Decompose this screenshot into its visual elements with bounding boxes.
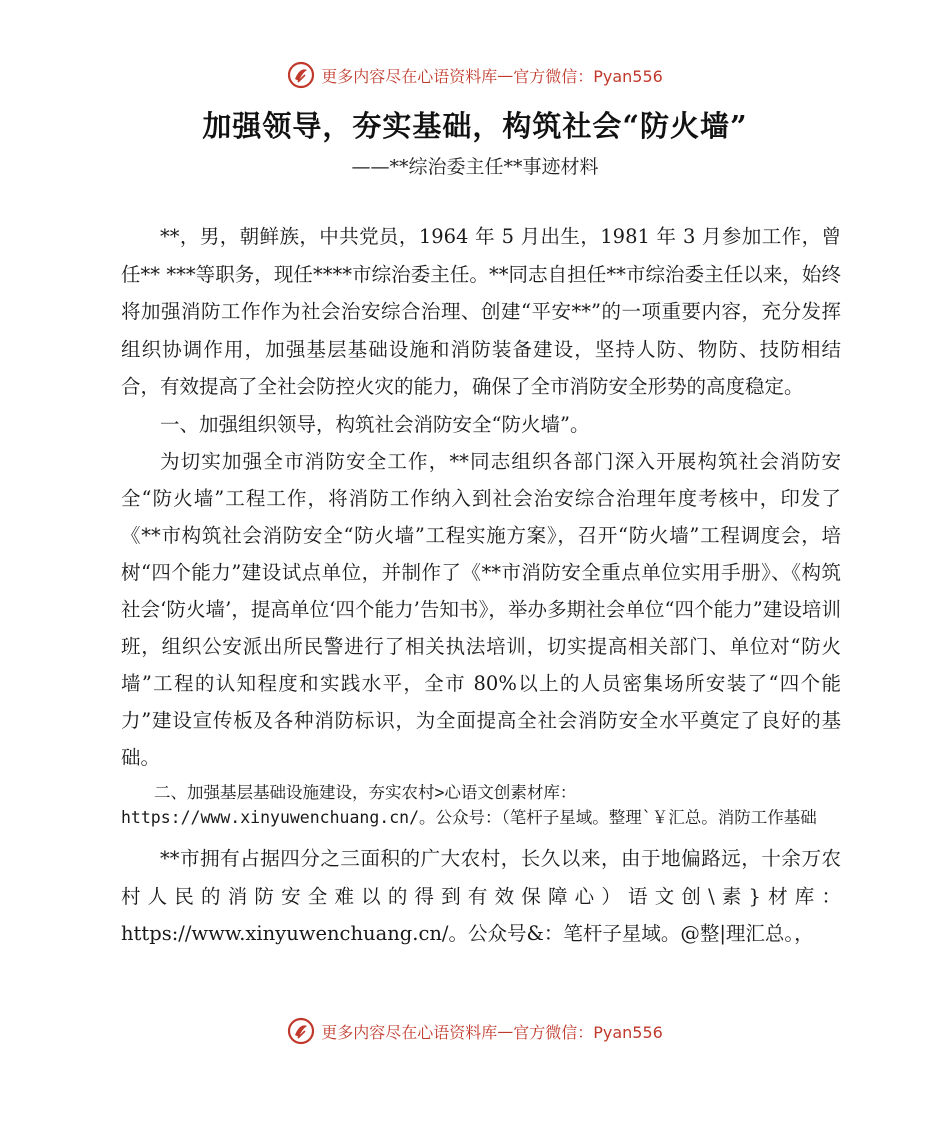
paragraph-intro: **，男，朝鲜族，中共党员，1964 年 5 月出生，1981 年 3 月参加工作，曾任** ***等职务，现任****市综治委主任。**同志自担任**市综治委主任以来，始终将加强消防工作作为社会治安综合治理、创建“平安**”的一项重要内容，充分发挥组织协调作用，加强基层基础设施和消防装备建设，坚持人防、物防、技防相结合，有效提高了全社会防控火灾的能力，确保了全市消防安全形势的高度稳定。 bbox=[121, 225, 841, 398]
section-heading-2: 二、加强基层基础设施建设，夯实农村>心语文创素材库：https://www.xinyuwenchuang.cn/。公众号：（笔杆子星域。整理`￥汇总。消防工作基础 bbox=[121, 783, 817, 827]
paragraph-section-2: **市拥有占据四分之三面积的广大农村，长久以来，由于地偏路远，十余万农村人民的消防安全难以的得到有效保障心）语文创\素}材库：https://www.xinyuwenchuang.cn/。公众号&：笔杆子星域。@整|理汇总。， bbox=[121, 847, 841, 945]
section-heading-1: 一、加强组织领导，构筑社会消防安全“防火墙”。 bbox=[160, 412, 590, 436]
banner-sub-text: 官方微信：Pyan556 bbox=[513, 66, 663, 86]
brand-logo-icon bbox=[287, 1017, 315, 1045]
brand-logo-icon bbox=[287, 61, 315, 89]
banner-separator: — bbox=[497, 65, 514, 85]
document-subtitle: ——**综治委主任**事迹材料 bbox=[351, 156, 599, 178]
banner-separator: — bbox=[497, 1021, 514, 1041]
banner-sub-text: 官方微信：Pyan556 bbox=[513, 1022, 663, 1042]
banner-main-text: 更多内容尽在心语资料库 bbox=[321, 1022, 498, 1042]
footer-watermark-banner bbox=[0, 1014, 950, 1048]
header-watermark-banner bbox=[0, 58, 950, 92]
document-body bbox=[121, 218, 841, 953]
banner-main-text: 更多内容尽在心语资料库 bbox=[321, 66, 498, 86]
paragraph-section-1: 为切实加强全市消防安全工作，**同志组织各部门深入开展构筑社会消防安全“防火墙”工程工作，将消防工作纳入到社会治安综合治理年度考核中，印发了《**市构筑社会消防安全“防火墙”工程实施方案》，召开“防火墙”工程调度会，培树“四个能力”建设试点单位，并制作了《**市消防安全重点单位实用手册》、《构筑社会‘防火墙’，提高单位‘四个能力’告知书》，举办多期社会单位“四个能力”建设培训班，组织公安派出所民警进行了相关执法培训，切实提高相关部门、单位对“防火墙”工程的认知程度和实践水平，全市 80%以上的人员密集场所安装了“四个能力”建设宣传板及各种消防标识，为全面提高全社会消防安全水平奠定了良好的基础。 bbox=[121, 450, 841, 769]
document-title: 加强领导，夯实基础，构筑社会“防火墙” bbox=[202, 109, 748, 143]
